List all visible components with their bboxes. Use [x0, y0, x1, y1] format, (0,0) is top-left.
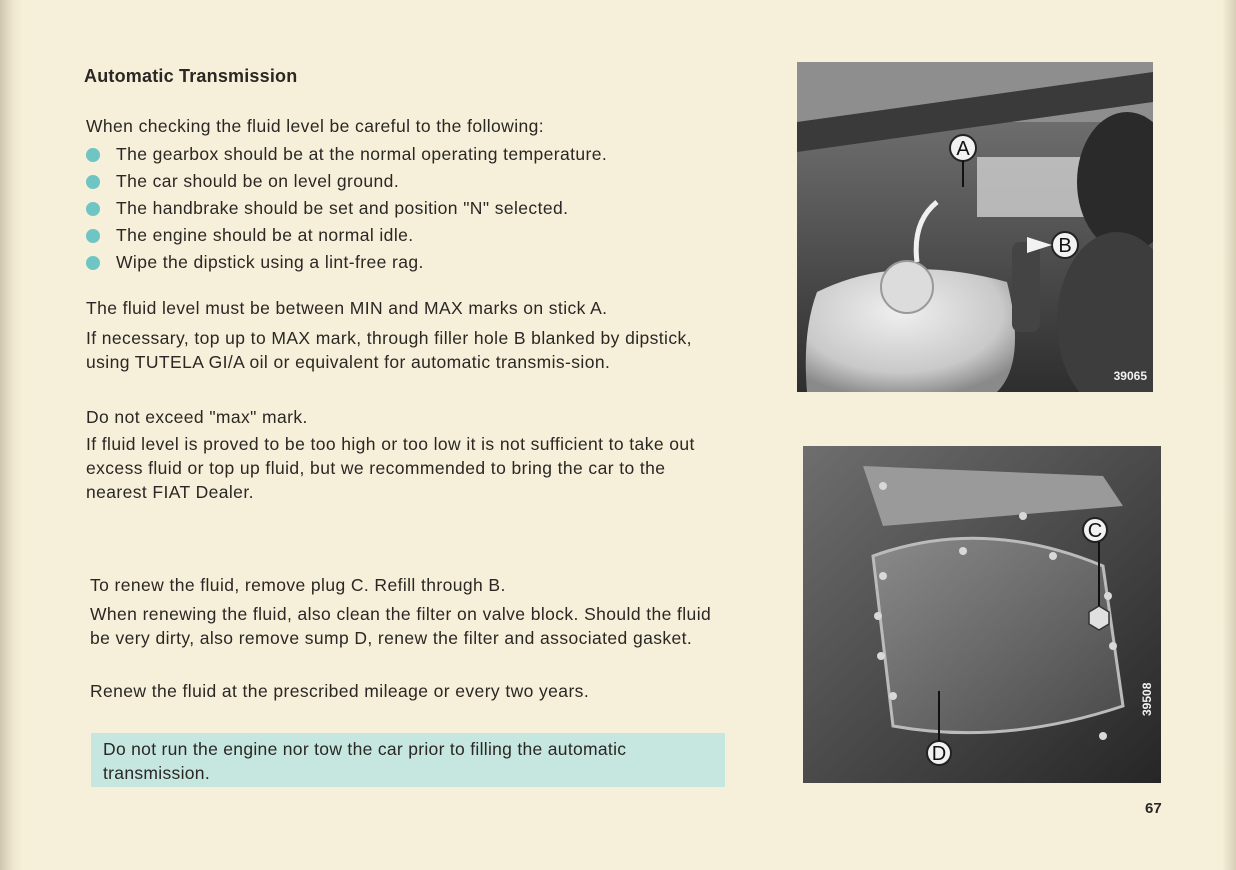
figure-label-c: C — [1087, 520, 1103, 542]
paragraph-dealer: If fluid level is proved to be too high or too low it is not sufficient to take out excess fluid or top up fluid, but we recommended to bring the car to the nearest FIAT Dealer. — [86, 434, 695, 502]
list-item: The car should be on level ground. — [86, 168, 607, 195]
warning-text: Do not run the engine nor tow the car prior to filling the automatic transmission. — [103, 739, 627, 783]
book-gutter — [0, 0, 22, 870]
bullet-dot-icon — [86, 175, 100, 189]
paragraph-filter: When renewing the fluid, also clean the filter on valve block. Should the fluid be very dirty, also remove sump D, renew the filter and associated gasket. — [90, 604, 712, 648]
list-item: The engine should be at normal idle. — [86, 222, 607, 249]
list-item: The gearbox should be at the normal operating temperature. — [86, 141, 607, 168]
bullet-dot-icon — [86, 256, 100, 270]
list-item: Wipe the dipstick using a lint-free rag. — [86, 249, 607, 276]
page-number: 67 — [1145, 800, 1162, 817]
paragraph-renew: To renew the fluid, remove plug C. Refill through B. — [90, 575, 506, 595]
figure-number-bottom: 39508 — [1140, 682, 1154, 716]
transmission-sump-photo — [803, 446, 1161, 783]
figure-label-a: A — [956, 138, 970, 160]
paragraph-top-up: If necessary, top up to MAX mark, through filler hole B blanked by dipstick, using TUTELA GI/A oil or equivalent for automatic transmis-sion. — [86, 328, 692, 372]
bullet-dot-icon — [86, 148, 100, 162]
section-heading: Automatic Transmission — [84, 66, 298, 86]
warning-box — [91, 733, 725, 787]
figure-number-top: 39065 — [1113, 369, 1147, 383]
page-edge — [1222, 0, 1236, 870]
intro-text: When checking the fluid level be careful to the following: — [86, 116, 545, 136]
checklist — [86, 141, 607, 276]
bullet-dot-icon — [86, 229, 100, 243]
paragraph-fluid-level: The fluid level must be between MIN and MAX marks on stick A. — [86, 298, 608, 318]
figure-label-b: B — [1058, 235, 1072, 257]
figure-label-d: D — [931, 743, 947, 765]
bullet-dot-icon — [86, 202, 100, 216]
engine-bay-photo — [797, 62, 1153, 392]
list-item: The handbrake should be set and position "N" selected. — [86, 195, 607, 222]
paragraph-mileage: Renew the fluid at the prescribed mileage or every two years. — [90, 681, 590, 701]
paragraph-do-not-exceed: Do not exceed "max" mark. — [86, 407, 308, 427]
